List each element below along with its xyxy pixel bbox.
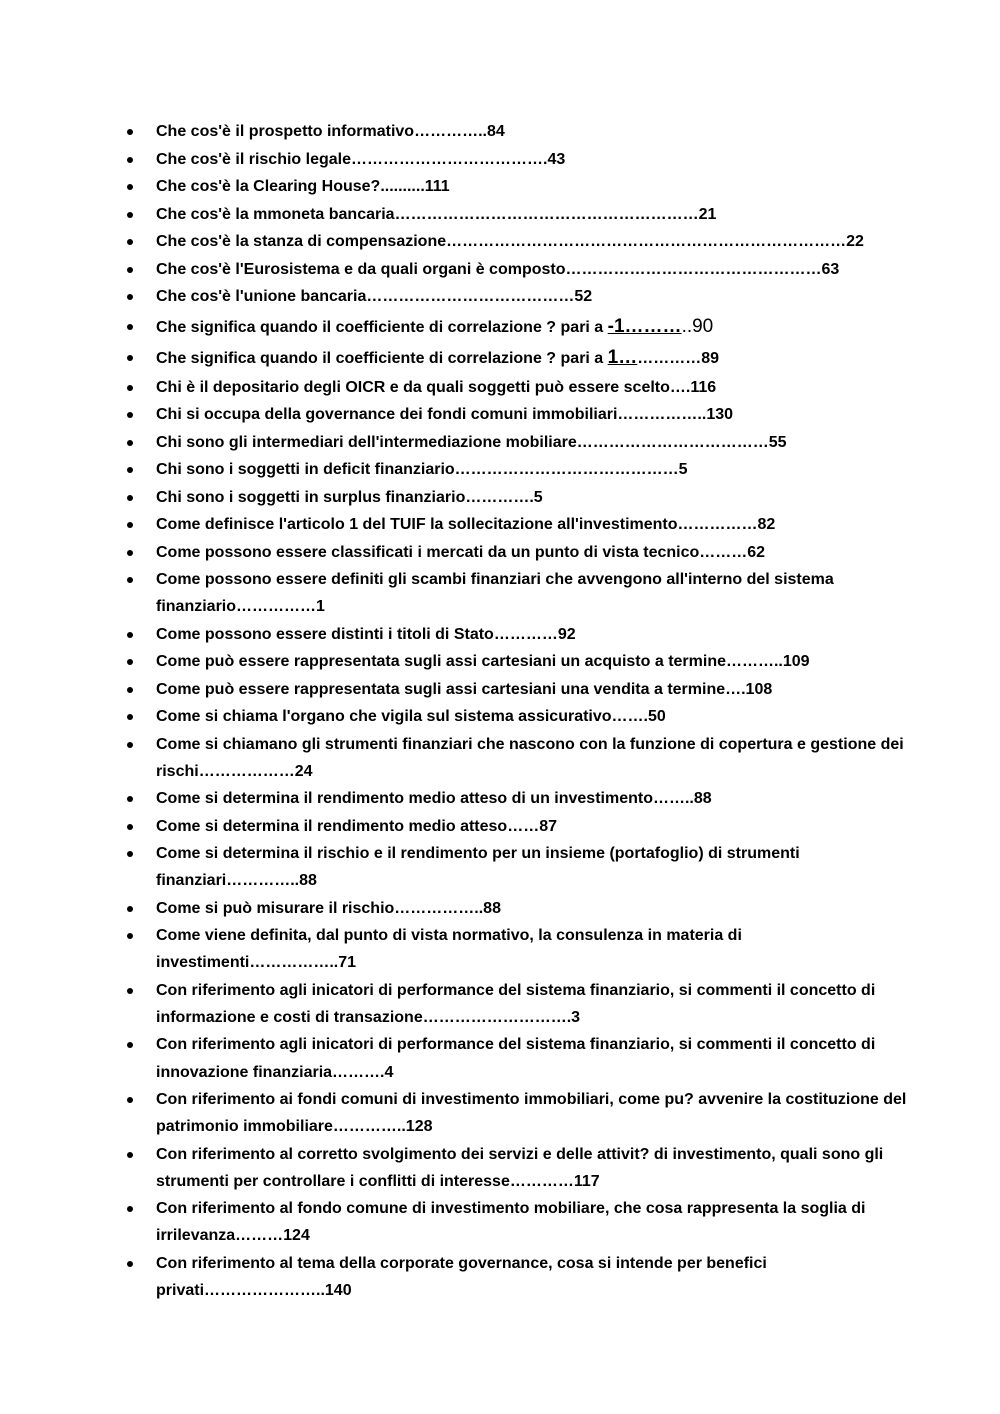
list-item <box>120 1250 910 1304</box>
entry-text: Come si determina il rendimento medio atteso di un investimento……..88 <box>156 790 712 808</box>
list-item <box>120 785 910 813</box>
list-item <box>120 676 910 704</box>
bullet-icon <box>127 933 133 939</box>
entry-text: Chi si occupa della governance dei fondi comuni immobiliari……………..130 <box>156 406 734 423</box>
entry-text: Come si determina il rendimento medio atteso……87 <box>156 817 557 835</box>
entry-text: Come possono essere definiti gli scambi finanziari che avvengono all'interno del sistema finanziario……………1 <box>156 571 834 616</box>
list-item <box>120 311 910 343</box>
list-item <box>120 813 910 841</box>
bullet-icon <box>127 184 133 190</box>
list-item <box>120 118 910 146</box>
bullet-icon <box>127 294 133 300</box>
bullet-icon <box>127 1152 133 1158</box>
entry-text: Con riferimento agli inicatori di performance del sistema finanziario, si commenti il concetto di innovazione finanziaria……….4 <box>156 1036 876 1081</box>
entry-text: Che cos'è la stanza di compensazione…………………………………………………………………22 <box>156 233 864 250</box>
entry-text: Come si può misurare il rischio……………..88 <box>156 899 501 917</box>
entry-text: Che cos'è l'Eurosistema e da quali organi è composto…………………………………………63 <box>156 260 840 278</box>
list-item <box>120 731 910 785</box>
list-item <box>120 1141 910 1195</box>
list-item <box>120 840 910 894</box>
list-item <box>120 895 910 923</box>
bullet-icon <box>127 1097 133 1103</box>
list-item <box>120 703 910 731</box>
list-item <box>120 228 910 256</box>
entry-text: Che cos'è il rischio legale……………………………….43 <box>156 150 566 168</box>
bullet-icon <box>127 440 133 446</box>
entry-text: Come può essere rappresentata sugli assi cartesiani una vendita a termine….108 <box>156 680 773 698</box>
list-item <box>120 401 910 429</box>
entry-text: Come definisce l'articolo 1 del TUIF la sollecitazione all'investimento……………82 <box>156 516 776 533</box>
bullet-icon <box>127 267 133 273</box>
bullet-icon <box>127 324 133 330</box>
list-item <box>120 977 910 1031</box>
bullet-icon <box>127 742 133 748</box>
entry-text: Con riferimento ai fondi comuni di investimento immobiliari, come pu? avvenire la costituzione del patrimonio immobiliare…………..128 <box>156 1090 907 1136</box>
entry-text: Come possono essere distinti i titoli di Stato…………92 <box>156 625 576 643</box>
bullet-icon <box>127 906 133 912</box>
list-item <box>120 922 910 976</box>
entry-value-underlined: -1……… <box>607 315 682 337</box>
bullet-icon <box>127 385 133 391</box>
entry-page-number: ..90 <box>681 315 714 337</box>
entry-page-number: …………89 <box>637 350 720 367</box>
entry-text: Che cos'è l'unione bancaria…………………………………52 <box>156 288 593 305</box>
bullet-icon <box>127 824 133 830</box>
entry-text: Come possono essere classificati i mercati da un punto di vista tecnico………62 <box>156 543 766 561</box>
list-item <box>120 173 910 201</box>
entry-text: Con riferimento agli inicatori di performance del sistema finanziario, si commenti il concetto di informazione e costi di transazione……………………….3 <box>156 981 876 1027</box>
entry-text: Che significa quando il coefficiente di correlazione ? pari a <box>156 318 608 336</box>
bullet-icon <box>127 467 133 473</box>
entry-text: Che significa quando il coefficiente di correlazione ? pari a <box>156 350 608 367</box>
list-item <box>120 484 910 512</box>
entry-text: Che cos'è il prospetto informativo…………..84 <box>156 123 505 140</box>
bullet-icon <box>127 714 133 720</box>
bullet-icon <box>127 687 133 693</box>
entry-value-underlined: 1… <box>607 347 638 368</box>
bullet-icon <box>127 577 133 583</box>
list-item <box>120 456 910 484</box>
bullet-icon <box>127 1206 133 1212</box>
bullet-icon <box>127 1042 133 1048</box>
bullet-icon <box>127 212 133 218</box>
entry-text: Con riferimento al fondo comune di investimento mobiliare, che cosa rappresenta la soglia di irrilevanza………124 <box>156 1200 866 1245</box>
bullet-icon <box>127 412 133 418</box>
list-item <box>120 1195 910 1249</box>
list-item <box>120 283 910 311</box>
list-item <box>120 256 910 284</box>
question-index-list <box>120 118 910 1304</box>
list-item <box>120 146 910 174</box>
list-item <box>120 566 910 620</box>
entry-text: Chi sono i soggetti in deficit finanziario……………………………………5 <box>156 461 688 478</box>
entry-text: Chi sono gli intermediari dell'intermediazione mobiliare………………………………55 <box>156 433 787 451</box>
bullet-icon <box>127 632 133 638</box>
bullet-icon <box>127 1261 133 1267</box>
entry-text: Come si chiama l'organo che vigila sul sistema assicurativo…….50 <box>156 708 666 726</box>
bullet-icon <box>127 129 133 135</box>
entry-text: Che cos'è la Clearing House?..........111 <box>156 178 450 195</box>
bullet-icon <box>127 157 133 163</box>
entry-text: Come può essere rappresentata sugli assi cartesiani un acquisto a termine………..109 <box>156 653 810 671</box>
entry-text: Chi è il depositario degli OICR e da quali soggetti può essere scelto….116 <box>156 378 717 396</box>
bullet-icon <box>127 851 133 857</box>
list-item <box>120 429 910 457</box>
bullet-icon <box>127 796 133 802</box>
bullet-icon <box>127 355 133 361</box>
entry-text: Chi sono i soggetti in surplus finanziario………….5 <box>156 488 543 506</box>
entry-text: Come si determina il rischio e il rendimento per un insieme (portafoglio) di strumenti finanziari…………..88 <box>156 845 800 890</box>
entry-text: Come viene definita, dal punto di vista normativo, la consulenza in materia di investimenti……………..71 <box>156 927 742 972</box>
bullet-icon <box>127 988 133 994</box>
entry-text: Con riferimento al corretto svolgimento dei servizi e delle attivit? di investimento, quali sono gli strumenti per controllare i conflitti di interesse…………117 <box>156 1145 884 1190</box>
entry-text: Che cos'è la mmoneta bancaria…………………………………………………21 <box>156 205 717 223</box>
list-item <box>120 1086 910 1140</box>
list-item <box>120 374 910 402</box>
list-item <box>120 1031 910 1085</box>
list-item <box>120 648 910 676</box>
bullet-icon <box>127 239 133 245</box>
list-item <box>120 201 910 229</box>
bullet-icon <box>127 550 133 556</box>
entry-text: Con riferimento al tema della corporate governance, cosa si intende per benefici privati…………………..140 <box>156 1254 767 1299</box>
entry-text: Come si chiamano gli strumenti finanziari che nascono con la funzione di copertura e gestione dei rischi………………24 <box>156 735 904 780</box>
bullet-icon <box>127 659 133 665</box>
list-item <box>120 511 910 539</box>
list-item <box>120 539 910 567</box>
list-item <box>120 342 910 374</box>
list-item <box>120 621 910 649</box>
bullet-icon <box>127 522 133 528</box>
bullet-icon <box>127 495 133 501</box>
